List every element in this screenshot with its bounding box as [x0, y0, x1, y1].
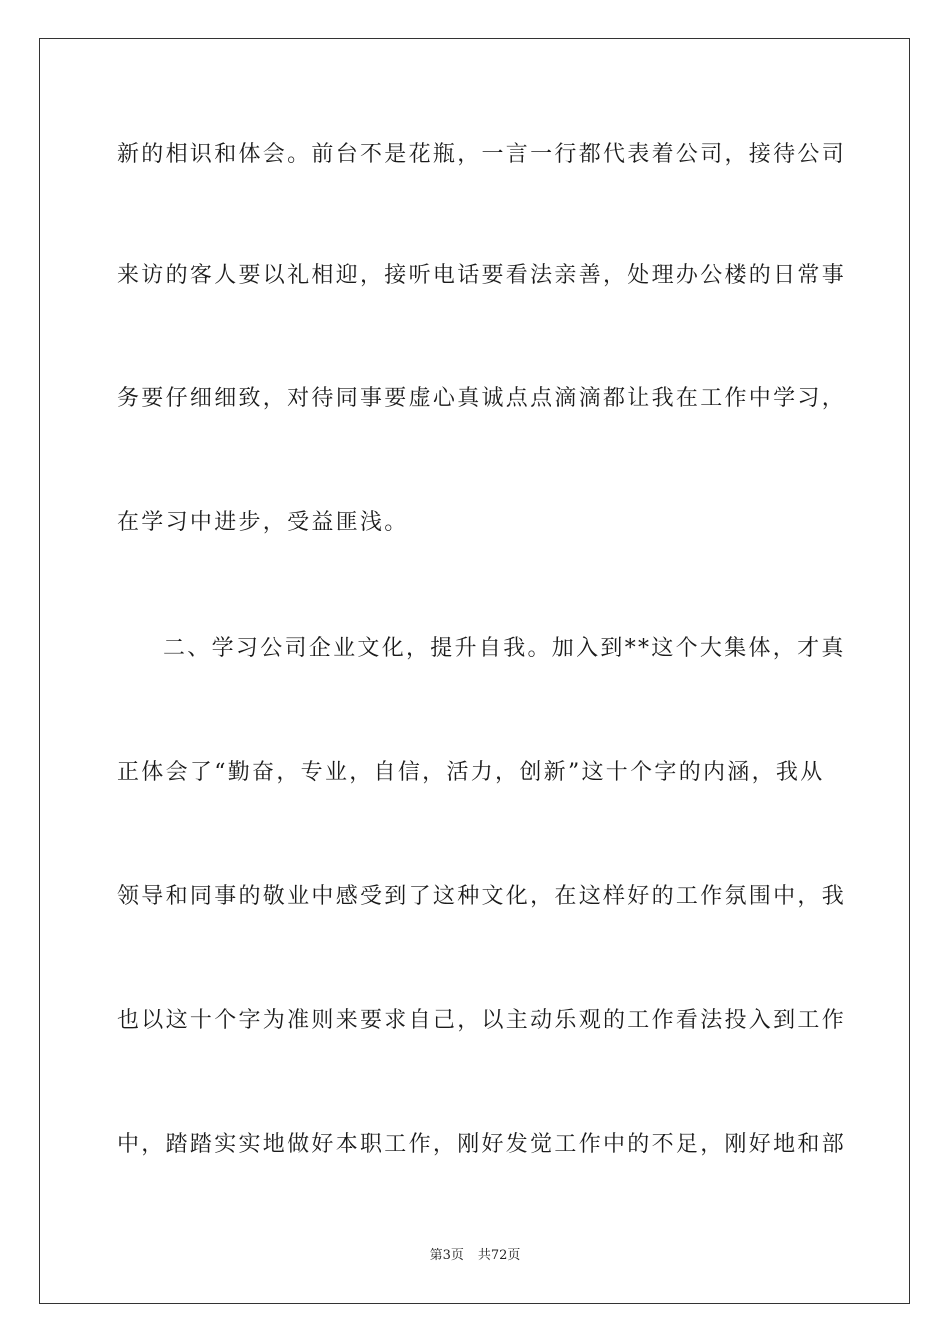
paragraph-start-line: 二、学习公司企业文化，提升自我。加入到**这个大集体，才真	[163, 636, 846, 661]
body-text-line: 务要仔细细致，对待同事要虚心真诚点点滴滴都让我在工作中学习，	[117, 386, 847, 411]
page-frame	[39, 38, 910, 1304]
body-text-line: 中，踏踏实实地做好本职工作，刚好发觉工作中的不足，刚好地和部	[117, 1132, 847, 1157]
page-number: 第3页	[429, 1248, 464, 1263]
body-text-line: 来访的客人要以礼相迎，接听电话要看法亲善，处理办公楼的日常事	[117, 263, 847, 288]
body-text-line: 新的相识和体会。前台不是花瓶，一言一行都代表着公司，接待公司	[117, 142, 847, 167]
body-text-line: 也以这十个字为准则来要求自己，以主动乐观的工作看法投入到工作	[117, 1008, 847, 1033]
page-total: 共72页	[477, 1248, 521, 1263]
body-text-line: 领导和同事的敬业中感受到了这种文化，在这样好的工作氛围中，我	[117, 884, 847, 909]
body-text-line: 在学习中进步，受益匪浅。	[117, 510, 409, 535]
page-footer	[0, 1247, 950, 1265]
body-text-line: 正体会了“勤奋，专业，自信，活力，创新”这十个字的内涵，我从	[117, 760, 825, 785]
